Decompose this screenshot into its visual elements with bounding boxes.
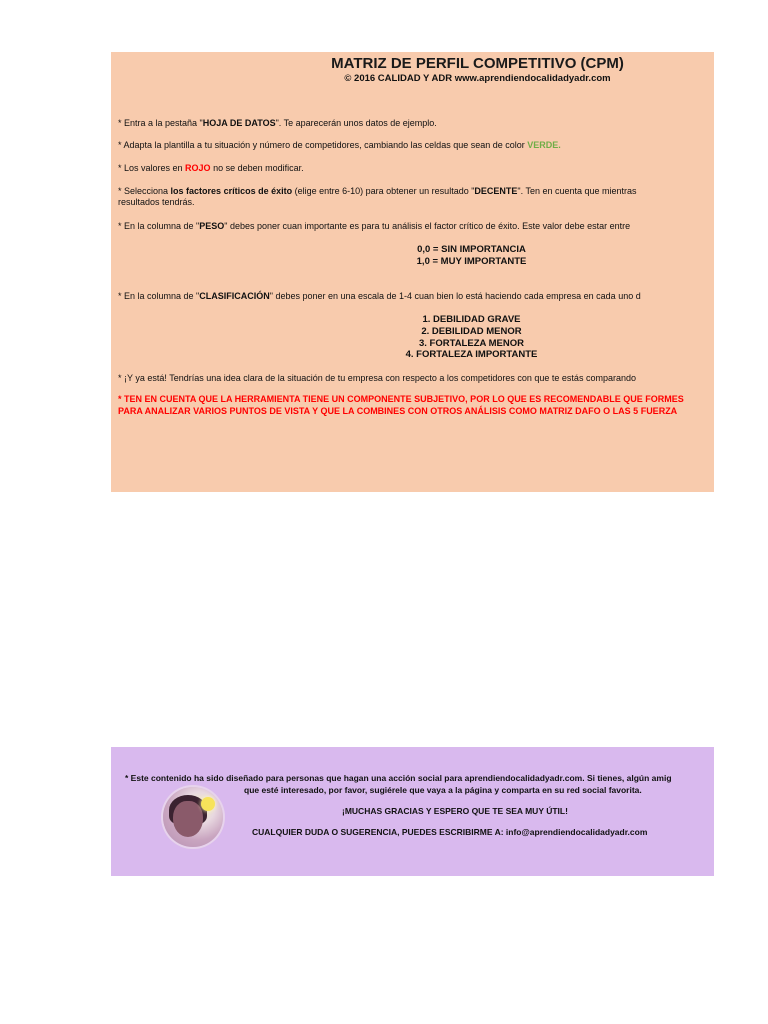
credits-line-2: que esté interesado, por favor, sugiérele que vaya a la página y comparta en su red social favorita. [244,785,642,795]
thanks-line: ¡MUCHAS GRACIAS Y ESPERO QUE TE SEA MUY ÚTIL! [342,806,568,816]
clasificacion-4: 4. FORTALEZA IMPORTANTE [405,349,538,360]
text: * En la columna de " [118,291,200,301]
page-title: MATRIZ DE PERFIL COMPETITIVO (CPM) [331,55,624,72]
rojo-label: ROJO [185,163,211,173]
decente-label: DECENTE [474,186,518,196]
clasificacion-label: CLASIFICACIÓN [199,291,270,301]
text: * En la columna de " [118,221,200,231]
copyright-line: © 2016 CALIDAD Y ADR www.aprendiendocalidadyadr.com [344,73,611,84]
text: * Los valores en [118,163,186,173]
peso-muy-importante: 1,0 = MUY IMPORTANTE [416,256,527,267]
instruction-adapta [118,140,561,150]
instruction-factores [118,186,637,196]
clasificacion-2: 2. DEBILIDAD MENOR [421,326,522,337]
text: ". Ten en cuenta que mientras [517,186,637,196]
instruction-peso [118,221,630,231]
factores-label: los factores críticos de éxito [170,186,293,196]
credits-panel [111,747,714,876]
text: " debes poner cuan importante es para tu análisis el factor crítico de éxito. Este valor debe estar entre [224,221,631,231]
credits-line-1: * Este contenido ha sido diseñado para personas que hagan una acción social para aprendiendocalidadyadr.com. Si tienes, algún amig [125,773,672,783]
text: * Adapta la plantilla a tu situación y número de competidores, cambiando las celdas que sean de color [118,140,528,150]
avatar-face-shape [173,801,203,837]
avatar-light-shape [201,797,215,811]
text: * Selecciona [118,186,171,196]
instructions-panel [111,52,714,492]
text: (elige entre 6-10) para obtener un resultado " [292,186,475,196]
text: no se deben modificar. [210,163,304,173]
text: ". Te aparecerán unos datos de ejemplo. [275,118,437,128]
instruction-hoja-datos [118,118,437,128]
clasificacion-3: 3. FORTALEZA MENOR [418,338,525,349]
verde-label: VERDE. [527,140,561,150]
instruction-clasificacion [118,291,641,301]
instruction-factores-cont: resultados tendrás. [118,197,195,207]
instruction-ya-esta: * ¡Y ya está! Tendrías una idea clara de la situación de tu empresa con respecto a los competidores con que te estás comparando [118,373,636,383]
warning-line-2: PARA ANALIZAR VARIOS PUNTOS DE VISTA Y QUE LA COMBINES CON OTROS ANÁLISIS COMO MATRIZ DAFO O LAS 5 FUERZA [118,406,678,416]
hoja-datos-label: HOJA DE DATOS [202,118,276,128]
instruction-rojo [118,163,304,173]
peso-label: PESO [199,221,225,231]
warning-line-1: * TEN EN CUENTA QUE LA HERRAMIENTA TIENE UN COMPONENTE SUBJETIVO, POR LO QUE ES RECOMENDABLE QUE FORMES [118,394,684,404]
clasificacion-1: 1. DEBILIDAD GRAVE [422,314,521,325]
author-avatar [163,787,223,847]
text: * Entra a la pestaña " [118,118,203,128]
peso-sin-importancia: 0,0 = SIN IMPORTANCIA [417,244,526,255]
contact-line: CUALQUIER DUDA O SUGERENCIA, PUEDES ESCRIBIRME A: info@aprendiendocalidadyadr.com [252,827,648,837]
text: " debes poner en una escala de 1-4 cuan bien lo está haciendo cada empresa en cada uno d [269,291,641,301]
